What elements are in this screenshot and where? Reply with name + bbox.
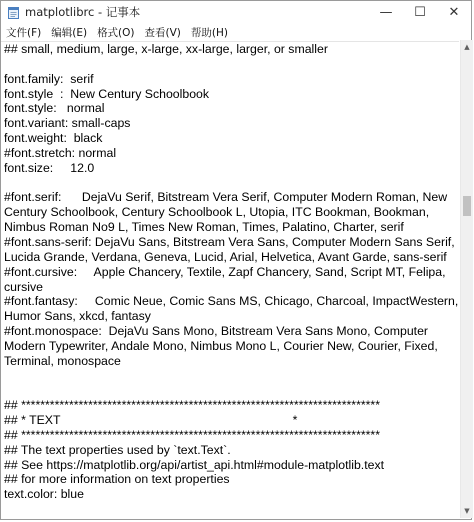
scroll-down-arrow-icon[interactable]: ▼	[464, 507, 470, 515]
scrollbar-thumb[interactable]	[463, 196, 471, 216]
text-line[interactable]: ## for more information on text properties	[4, 472, 230, 487]
text-line[interactable]: font.style : New Century Schoolbook	[4, 86, 210, 101]
text-line[interactable]: font.size: 12.0	[4, 160, 95, 175]
text-line[interactable]	[4, 57, 459, 72]
menu-format[interactable]: 格式(O)	[97, 26, 135, 39]
text-line[interactable]: ## ***************************************************************************	[4, 398, 381, 413]
vertical-scrollbar[interactable]	[460, 40, 473, 518]
text-line[interactable]: ## ***************************************************************************	[4, 427, 381, 442]
window-title: matplotlibrc - 记事本	[25, 5, 141, 19]
close-button[interactable]: ✕	[448, 4, 460, 20]
text-line[interactable]	[4, 383, 459, 398]
text-line[interactable]: font.family: serif	[4, 71, 94, 86]
maximize-button[interactable]: ☐	[414, 4, 426, 20]
text-line[interactable]: text.color: blue	[4, 487, 84, 502]
text-line[interactable]: ## See https://matplotlib.org/api/artist_api.html#module-matplotlib.text	[4, 457, 385, 472]
text-line[interactable]: ## * TEXT *	[4, 413, 298, 428]
text-line[interactable]: Modern Typewriter, Andale Mono, Nimbus Mono L, Courier New, Courier, Fixed,	[4, 338, 438, 353]
scroll-up-arrow-icon[interactable]: ▲	[464, 43, 470, 51]
text-line[interactable]: cursive	[4, 279, 43, 294]
text-line[interactable]: #font.monospace: DejaVu Sans Mono, Bitstream Vera Sans Mono, Computer	[4, 324, 429, 339]
menu-bar	[1, 23, 471, 41]
text-line[interactable]	[4, 176, 459, 191]
text-line[interactable]: Humor Sans, xkcd, fantasy	[4, 309, 151, 324]
text-line[interactable]: #font.serif: DejaVu Serif, Bitstream Vera Serif, Computer Modern Roman, New	[4, 190, 448, 205]
minimize-button[interactable]: —	[379, 4, 393, 20]
text-line[interactable]: Nimbus Roman No9 L, Times New Roman, Times, Palatino, Charter, serif	[4, 220, 404, 235]
text-line[interactable]	[4, 369, 459, 384]
text-line[interactable]: font.variant: small-caps	[4, 116, 131, 131]
menu-help[interactable]: 帮助(H)	[190, 26, 229, 39]
text-line[interactable]: Lucida Grande, Verdana, Geneva, Lucid, Arial, Helvetica, Avant Garde, sans-serif	[4, 249, 447, 264]
editor-content[interactable]	[1, 42, 459, 502]
text-line[interactable]: Terminal, monospace	[4, 353, 121, 368]
text-line[interactable]: Century Schoolbook, Century Schoolbook L, Utopia, ITC Bookman, Bookman,	[4, 205, 430, 220]
text-line[interactable]: #font.cursive: Apple Chancery, Textile, Zapf Chancery, Sand, Script MT, Felipa,	[4, 264, 446, 279]
text-line[interactable]: #font.fantasy: Comic Neue, Comic Sans MS, Chicago, Charcoal, ImpactWestern,	[4, 294, 459, 309]
menu-file[interactable]: 文件(F)	[6, 26, 42, 39]
notepad-icon	[7, 6, 20, 19]
menu-edit[interactable]: 编辑(E)	[51, 26, 88, 39]
text-line[interactable]: ## The text properties used by `text.Text`.	[4, 442, 231, 457]
window-controls	[369, 1, 471, 23]
menu-view[interactable]: 查看(V)	[144, 26, 181, 39]
text-line[interactable]: font.style: normal	[4, 101, 105, 116]
text-line[interactable]: #font.stretch: normal	[4, 145, 117, 160]
text-line[interactable]: ## small, medium, large, x-large, xx-large, larger, or smaller	[4, 42, 328, 56]
text-line[interactable]: font.weight: black	[4, 131, 103, 146]
text-editor[interactable]	[1, 41, 459, 520]
text-line[interactable]: #font.sans-serif: DejaVu Sans, Bitstream Vera Sans, Computer Modern Sans Serif,	[4, 234, 455, 249]
title-bar[interactable]	[1, 1, 471, 23]
